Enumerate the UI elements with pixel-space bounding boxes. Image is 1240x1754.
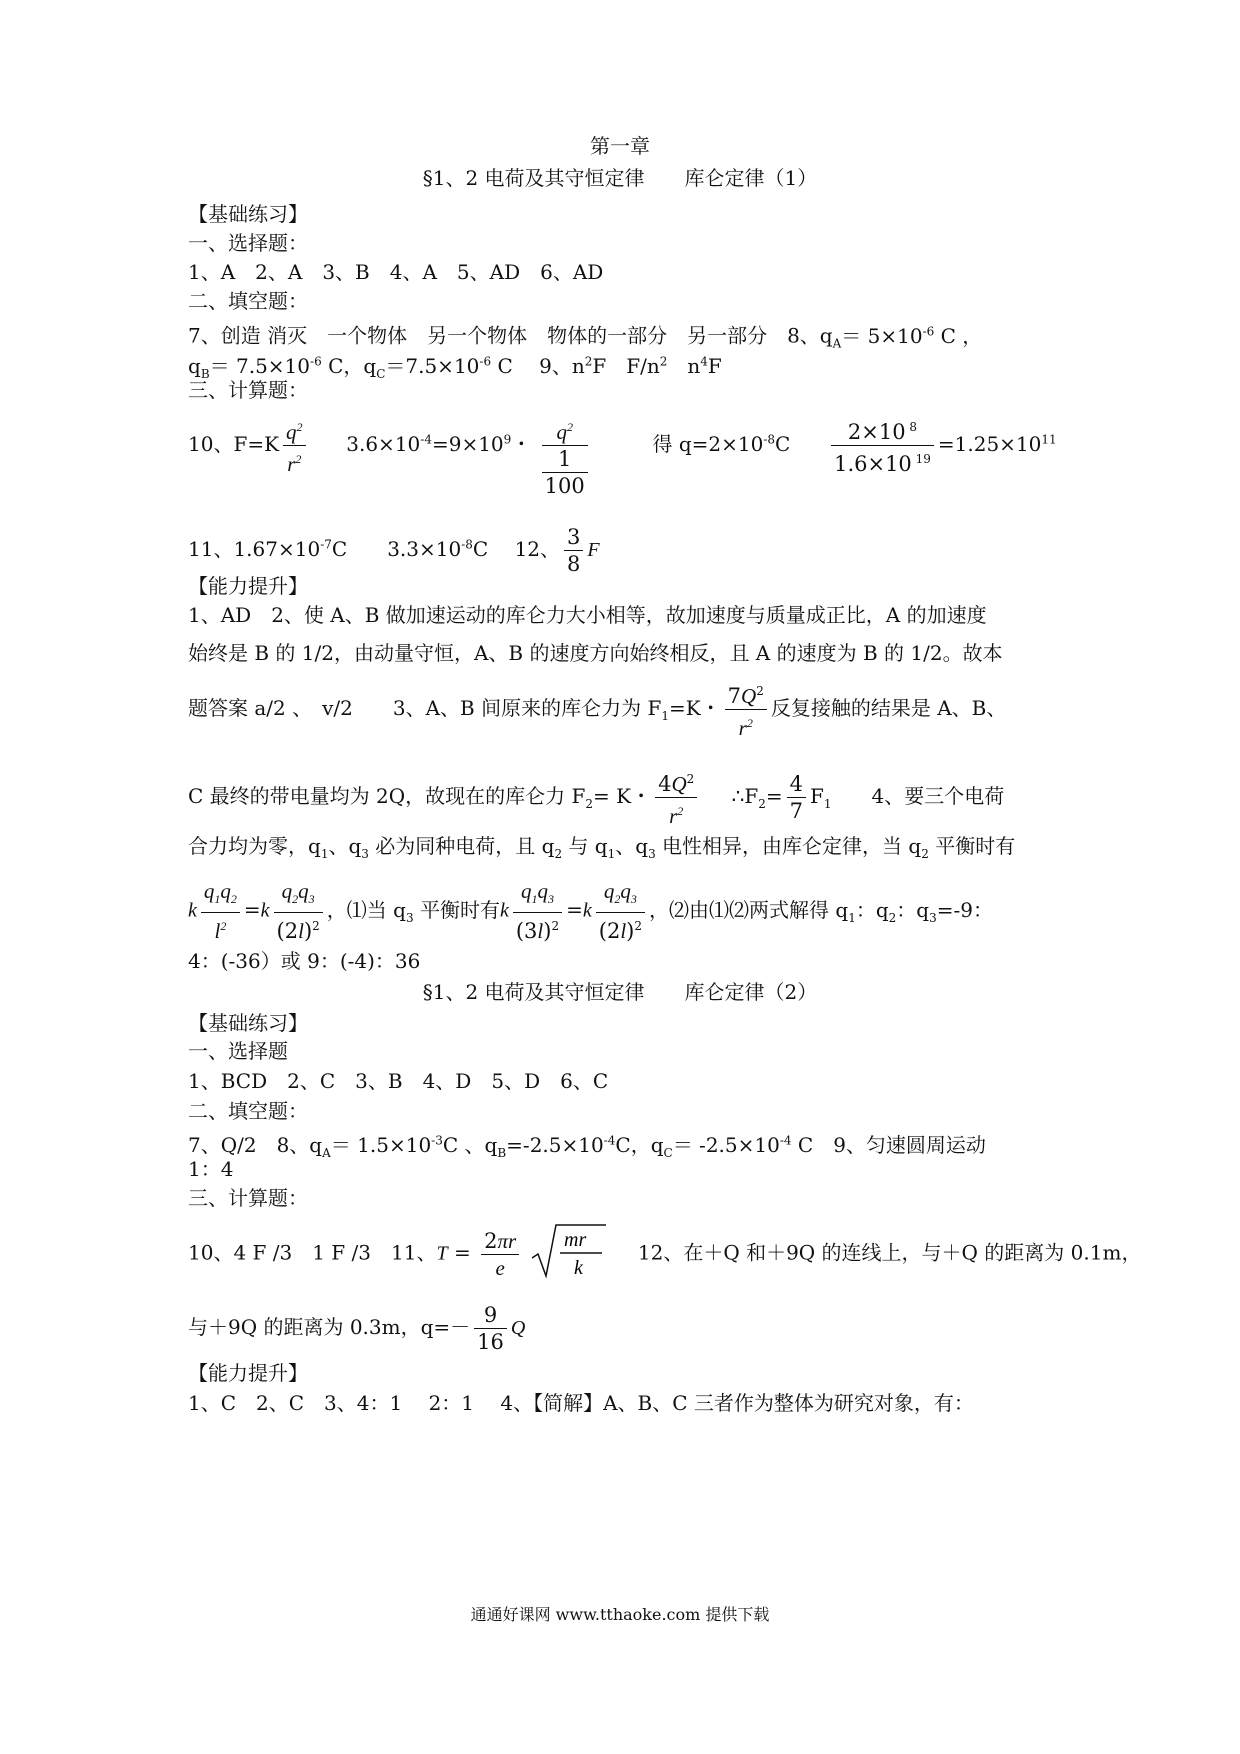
s1-fill-line1: 7、创造 消灭 一个物体 另一个物体 物体的一部分 另一部分 8、$q_A= 5\times 10^{-6}$ C ， (188, 323, 983, 351)
sqrt-symbol (530, 1222, 608, 1286)
s1-fill-heading: 二、填空题： (188, 289, 308, 313)
s1-fill-line2: $q_B= 7.5\times 10^{-6}$ C，$q_C=7.5\times 10^{-6}$ C 9、$n^2F$ $F/n^2$ $n^4F$ (188, 353, 722, 381)
s1-ability-heading: 【能力提升】 (188, 574, 308, 598)
page-footer: 通通好课网 www.tthaoke.com 提供下载 (470, 1605, 770, 1624)
s2-choice-heading: 一、选择题 (188, 1039, 288, 1063)
s1-ability-line7: 4：(-36）或 9：(-4)：36 (188, 949, 421, 973)
s1-ability-line3: 题答案 a/2 、 v/2 3、A、B 间原来的库仑力为 $F_1=K$・ $\frac{7Q^2}{r^2}$ 反复接触的结果是 A、B、 (188, 684, 1007, 740)
s1-choice-heading: 一、选择题： (188, 231, 308, 255)
s2-calc-heading: 三、计算题： (188, 1186, 308, 1210)
chapter-title: 第一章 (590, 134, 650, 158)
s2-fill-heading: 二、填空题： (188, 1099, 308, 1123)
s2-choice-answers: 1、BCD 2、C 3、B 4、D 5、D 6、C (188, 1069, 609, 1093)
s1-calc-heading: 三、计算题： (188, 378, 308, 402)
s1-ability-line1: 1、AD 2、使 A、B 做加速运动的库仑力大小相等，故加速度与质量成正比，A 的加速度 (188, 603, 987, 627)
s2-q10-row: 10、4 F /3 1 F /3 11、T = $\frac{2\pi r}{e}$ mr k 12、在＋Q 和＋9Q 的连线上，与＋Q 的距离为 0.1m， (188, 1222, 1141, 1286)
s2-ability-heading: 【能力提升】 (188, 1361, 308, 1385)
s1-basic-heading: 【基础练习】 (188, 202, 308, 226)
s1-ability-line5: 合力均为零，$q_1$、$q_3$ 必为同种电荷，且 $q_2$ 与 $q_1$、$q_3$ 电性相异，由库仑定律，当 $q_2$ 平衡时有 (188, 834, 1016, 861)
svg-text:mr: mr (563, 1229, 586, 1251)
s2-basic-heading: 【基础练习】 (188, 1011, 308, 1035)
s1-ability-line2: 始终是 B 的 1/2，由动量守恒，A、B 的速度方向始终相反，且 A 的速度为 B 的 1/2。故本 (188, 641, 1003, 665)
svg-text:k: k (573, 1257, 583, 1279)
s1-ability-line6: k $\frac{q_1q_2}{l^2}$ =k $\frac{q_2q_3}{(2l)^2}$ ，⑴当 $q_3$ 平衡时有k $\frac{q_1q_3}{(3l)^2}$ =k $\frac{q_2q_3}{(2l)^2}$ ，⑵由⑴⑵两式解得 $q_1$：$q_2$：$q_3=-9$： (188, 879, 993, 944)
s1-q10-row: 10、F=K $\frac{q^2}{r^2}$ $3.6\times 10^{-4}=9\times 10^9$・ $q^2$ 1 100 得 $q=2\times 10^{-8}C$ $\frac{2\times 10 ^8}{1.6\times 10 ^{19}}$ $=1.25\times 10^{11}$ (188, 420, 1057, 498)
section1-title: §1、2 电荷及其守恒定律 库仑定律（1） (422, 166, 818, 190)
s1-ability-line4: C 最终的带电量均为 2Q，故现在的库仑力 $F_2= K$・ $\frac{4Q^2}{r^2}$ $\therefore F_2=$ $\frac{4}{7}$ $F_1$ 4、要三个电荷 (188, 772, 1005, 828)
section2-title: §1、2 电荷及其守恒定律 库仑定律（2） (422, 980, 818, 1004)
s2-ability-line1: 1、C 2、C 3、4：1 2：1 4、【简解】A、B、C 三者作为整体为研究对象，有： (188, 1391, 974, 1415)
s2-fill-line1: 7、Q/2 8、$q_A= 1.5\times 10^{-3}C$ 、$q_B=-2.5\times 10^{-4}C$，$q_C= -2.5\times 10^{-4}$ C 9、匀速圆周运动 (188, 1132, 986, 1160)
s1-choice-answers: 1、A 2、A 3、B 4、A 5、AD 6、AD (188, 260, 604, 284)
s1-q11-row: 11、$1.67\times 10^{-7}C$ $3.3\times 10^{-8}C$ 12、 $\frac{3}{8}$ F (188, 525, 600, 576)
s2-fill-line2: 1：4 (188, 1157, 234, 1181)
s2-q12-row: 与＋9Q 的距离为 0.3m，q=－ $\frac{9}{16}$ Q (188, 1303, 526, 1354)
